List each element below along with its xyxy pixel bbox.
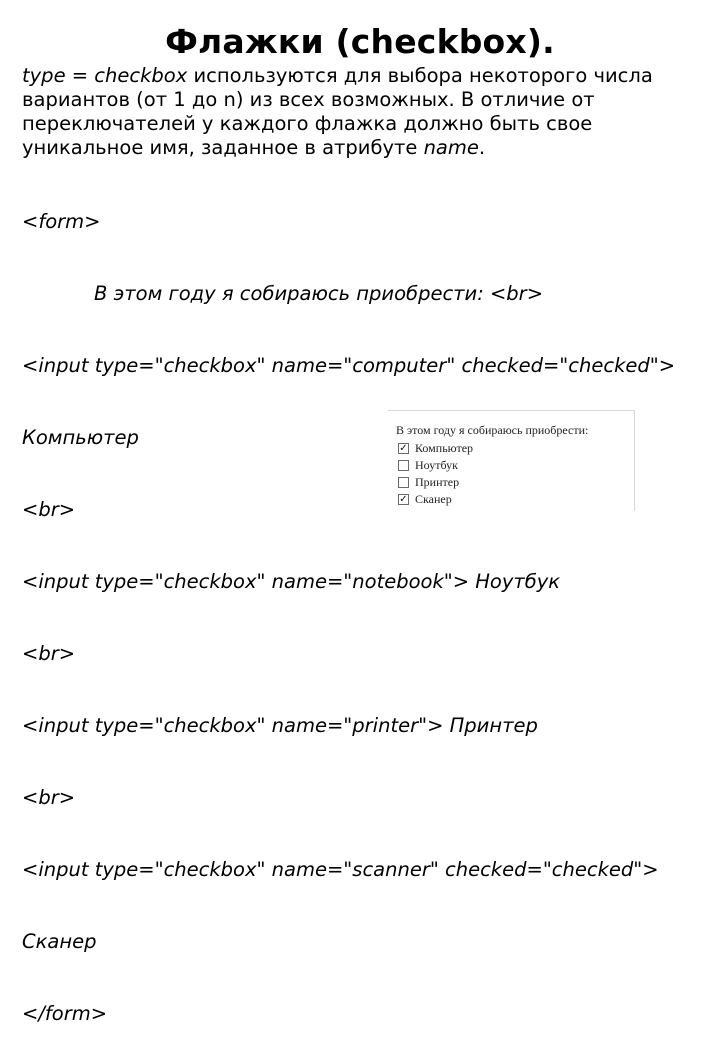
demo-item-computer[interactable]	[398, 441, 473, 456]
checkbox-printer[interactable]	[398, 477, 409, 488]
demo-item-printer[interactable]	[398, 475, 459, 490]
demo-item-scanner[interactable]	[398, 492, 452, 507]
code-line-input-scanner: <input type="checkbox" name="scanner" checked="checked">	[22, 858, 659, 881]
code-line-input-printer: <input type="checkbox" name="printer"> Принтер	[22, 714, 538, 737]
code-line-br-2: <br>	[22, 642, 76, 665]
code-line-label-computer: Компьютер	[22, 426, 139, 449]
intro-attr-name: name	[423, 136, 479, 159]
code-line-form-close: </form>	[22, 1002, 108, 1025]
intro-line-4-text: уникальное имя, заданное в атрибуте	[22, 136, 424, 159]
intro-line-1	[22, 64, 702, 88]
intro-paragraph	[22, 64, 702, 160]
checkbox-label-printer: Принтер	[415, 475, 460, 489]
intro-line-4-end: .	[478, 136, 486, 159]
code-line-br-1: <br>	[22, 498, 76, 521]
intro-code-type: type = checkbox	[22, 64, 188, 87]
intro-line-4	[22, 136, 702, 160]
code-listing	[22, 162, 712, 1050]
checkbox-label-computer: Компьютер	[415, 441, 474, 455]
demo-item-notebook[interactable]	[398, 458, 458, 473]
checkbox-label-scanner: Сканер	[415, 492, 452, 506]
checkbox-notebook[interactable]	[398, 460, 409, 471]
code-line-input-computer: <input type="checkbox" name="computer" checked="checked">	[22, 354, 676, 377]
checkbox-computer[interactable]: ✓	[399, 443, 408, 454]
checkbox-label-notebook: Ноутбук	[415, 458, 458, 472]
slide-title: Флажки (checkbox).	[165, 22, 555, 61]
code-line-label-scanner: Сканер	[22, 930, 97, 953]
intro-line-3: переключателей у каждого флажка должно быть свое	[22, 112, 593, 135]
code-line-heading: В этом году я собираюсь приобрести: <br>	[94, 282, 544, 305]
rendered-form-example	[388, 410, 635, 511]
intro-line-1-text: используются для выбора некоторого числа	[187, 64, 653, 87]
code-line-form-open: <form>	[22, 210, 101, 233]
code-line-br-3: <br>	[22, 786, 76, 809]
intro-line-2: вариантов (от 1 до n) из всех возможных. В отличие от	[22, 88, 595, 111]
checkbox-scanner[interactable]: ✓	[399, 494, 408, 505]
code-line-input-notebook: <input type="checkbox" name="notebook"> Ноутбук	[22, 570, 561, 593]
demo-heading: В этом году я собираюсь приобрести:	[396, 423, 589, 437]
